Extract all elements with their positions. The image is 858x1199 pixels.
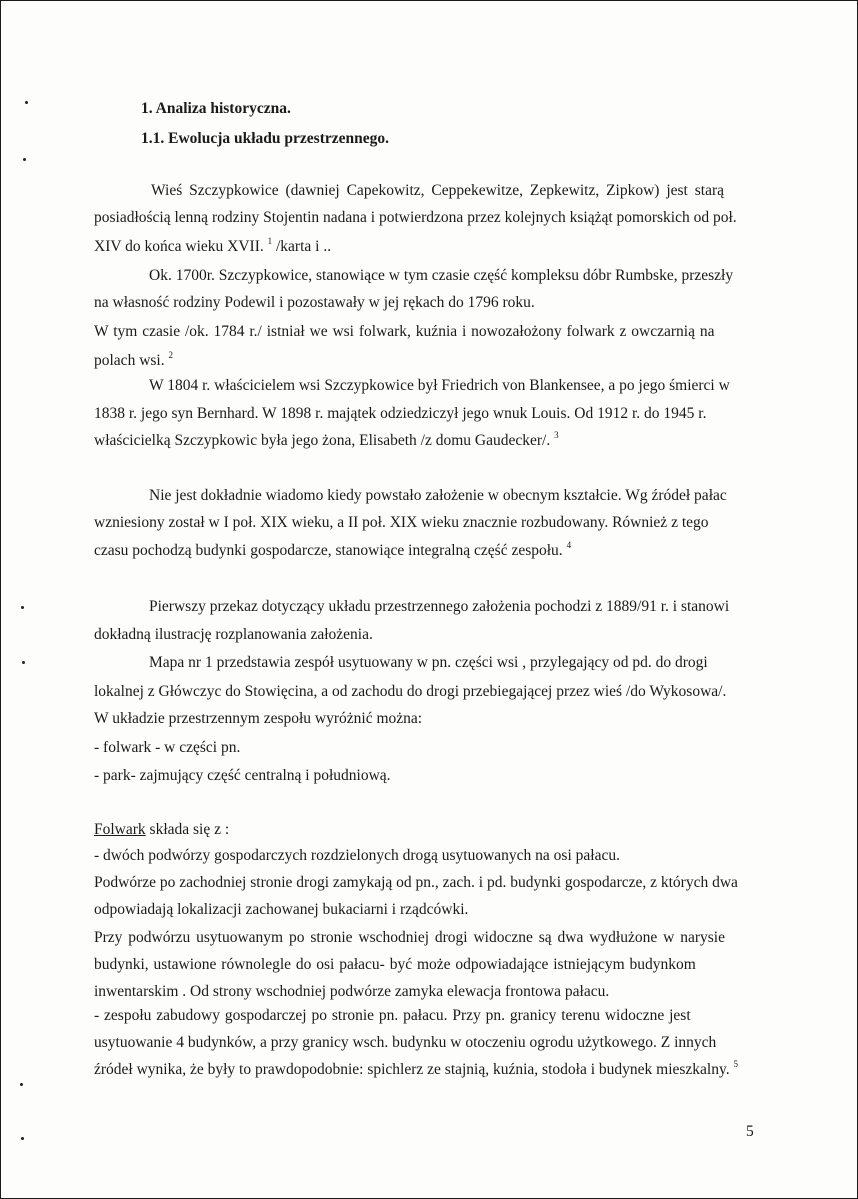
paragraph-5-line-4: lokalnej z Główczyc do Stowięcina, a od zachodu do drogi przebiegającej przez wieś /do Wykosowa/. bbox=[94, 683, 727, 700]
margin-speck bbox=[21, 1137, 24, 1140]
paragraph-2-line-3: W tym czasie /ok. 1784 r./ istniał we wsi folwark, kuźnia i nowozałożony folwark z owczarnią na bbox=[94, 323, 715, 340]
paragraph-3-line-1: W 1804 r. właścicielem wsi Szczypkowice był Friedrich von Blankensee, a po jego śmierci w bbox=[149, 377, 730, 394]
paragraph-5-line-3: Mapa nr 1 przedstawia zespół usytuowany w pn. części wsi , przylegający od pd. do drogi bbox=[149, 654, 708, 671]
paragraph-6-line-7: inwentarskim . Od strony wschodniej podwórze zamyka elewacja frontowa pałacu. bbox=[94, 983, 610, 1000]
subsection-heading: 1.1. Ewolucja układu przestrzennego. bbox=[141, 130, 389, 147]
paragraph-6-line-9: usytuowanie 4 budynków, a przy granicy wsch. budynku w otoczeniu ogrodu użytkowego. Z innych bbox=[94, 1034, 717, 1051]
paragraph-6-line-8: - zespołu zabudowy gospodarczej po stronie pn. pałacu. Przy pn. granicy terenu widoczne jest bbox=[94, 1007, 691, 1024]
footnote-ref: 5 bbox=[733, 1059, 738, 1069]
paragraph-4-line-2: wzniesiony został w I poł. XIX wieku, a II poł. XIX wieku znacznie rozbudowany. Również z tego bbox=[94, 514, 709, 531]
text: czasu pochodzą budynki gospodarcze, stanowiące integralną część zespołu. bbox=[94, 542, 563, 559]
paragraph-3-line-3 bbox=[94, 431, 559, 451]
paragraph-6-line-10 bbox=[94, 1060, 738, 1080]
margin-speck bbox=[25, 101, 28, 104]
paragraph-6-line-3: Podwórze po zachodniej stronie drogi zamykają od pn., zach. i pd. budynki gospodarcze, z których dwa bbox=[94, 874, 738, 891]
paragraph-6-line-1 bbox=[94, 820, 229, 840]
paragraph-5-line-5: W układzie przestrzennym zespołu wyróżnić można: bbox=[94, 710, 423, 727]
footnote-ref: 2 bbox=[168, 350, 173, 360]
paragraph-5-line-6: - folwark - w części pn. bbox=[94, 739, 241, 756]
paragraph-6-line-4: odpowiadają lokalizacji zachowanej bukaciarni i rządcówki. bbox=[94, 901, 469, 918]
paragraph-6-line-5: Przy podwórzu usytuowanym po stronie wschodniej drogi widoczne są dwa wydłużone w narysie bbox=[94, 929, 725, 946]
paragraph-4-line-3 bbox=[94, 541, 571, 561]
paragraph-6-line-6: budynki, ustawione równolegle do osi pałacu- być może odpowiadające istniejącym budynkom bbox=[94, 956, 696, 973]
section-heading: 1. Analiza historyczna. bbox=[141, 100, 291, 117]
text: /karta i .. bbox=[276, 238, 332, 255]
paragraph-2-line-4 bbox=[94, 351, 173, 371]
paragraph-1-line-1: Wieś Szczypkowice (dawniej Capekowitz, Ceppekewitze, Zepkewitz, Zipkow) jest starą bbox=[151, 182, 725, 199]
footnote-ref: 4 bbox=[566, 540, 572, 550]
text: polach wsi. bbox=[94, 352, 165, 369]
text: właścicielką Szczypkowic była jego żona, Elisabeth /z domu Gaudecker/. bbox=[94, 432, 551, 449]
footnote-ref: 3 bbox=[554, 430, 559, 440]
margin-speck bbox=[23, 158, 26, 161]
paragraph-3-line-2: 1838 r. jego syn Bernhard. W 1898 r. majątek odziedziczył jego wnuk Louis. Od 1912 r. do 1945 r. bbox=[94, 405, 707, 422]
paragraph-1-line-2: posiadłością lenną rodziny Stojentin nadana i potwierdzona przez kolejnych książąt pomorskich od poł. bbox=[94, 209, 737, 226]
paragraph-2-line-1: Ok. 1700r. Szczypkowice, stanowiące w tym czasie część kompleksu dóbr Rumbske, przeszły bbox=[149, 267, 734, 284]
footnote-ref: 1 bbox=[267, 236, 273, 246]
paragraph-4-line-1: Nie jest dokładnie wiadomo kiedy powstało założenie w obecnym kształcie. Wg źródeł pałac bbox=[149, 487, 727, 504]
paragraph-6-line-2: - dwóch podwórzy gospodarczych rozdzielonych drogą usytuowanych na osi pałacu. bbox=[94, 847, 620, 864]
paragraph-2-line-2: na własność rodziny Podewil i pozostawały w jej rękach do 1796 roku. bbox=[94, 294, 535, 311]
paragraph-5-line-1: Pierwszy przekaz dotyczący układu przestrzennego założenia pochodzi z 1889/91 r. i stanowi bbox=[149, 598, 730, 615]
paragraph-1-line-3 bbox=[94, 237, 331, 257]
text: XIV do końca wieku XVII. bbox=[94, 238, 264, 255]
margin-speck bbox=[22, 661, 25, 664]
text: składa się z : bbox=[145, 821, 230, 838]
page-number: 5 bbox=[746, 1123, 754, 1140]
text: źródeł wynika, że były to prawdopodobnie: spichlerz ze stajnią, kuźnia, stodoła i budynek mieszkalny. bbox=[94, 1061, 730, 1078]
folwark-label: Folwark bbox=[94, 821, 146, 838]
margin-speck bbox=[20, 1083, 23, 1086]
margin-speck bbox=[21, 606, 24, 609]
paragraph-5-line-7: - park- zajmujący część centralną i południową. bbox=[94, 767, 391, 784]
paragraph-5-line-2: dokładną ilustrację rozplanowania założenia. bbox=[94, 626, 373, 643]
